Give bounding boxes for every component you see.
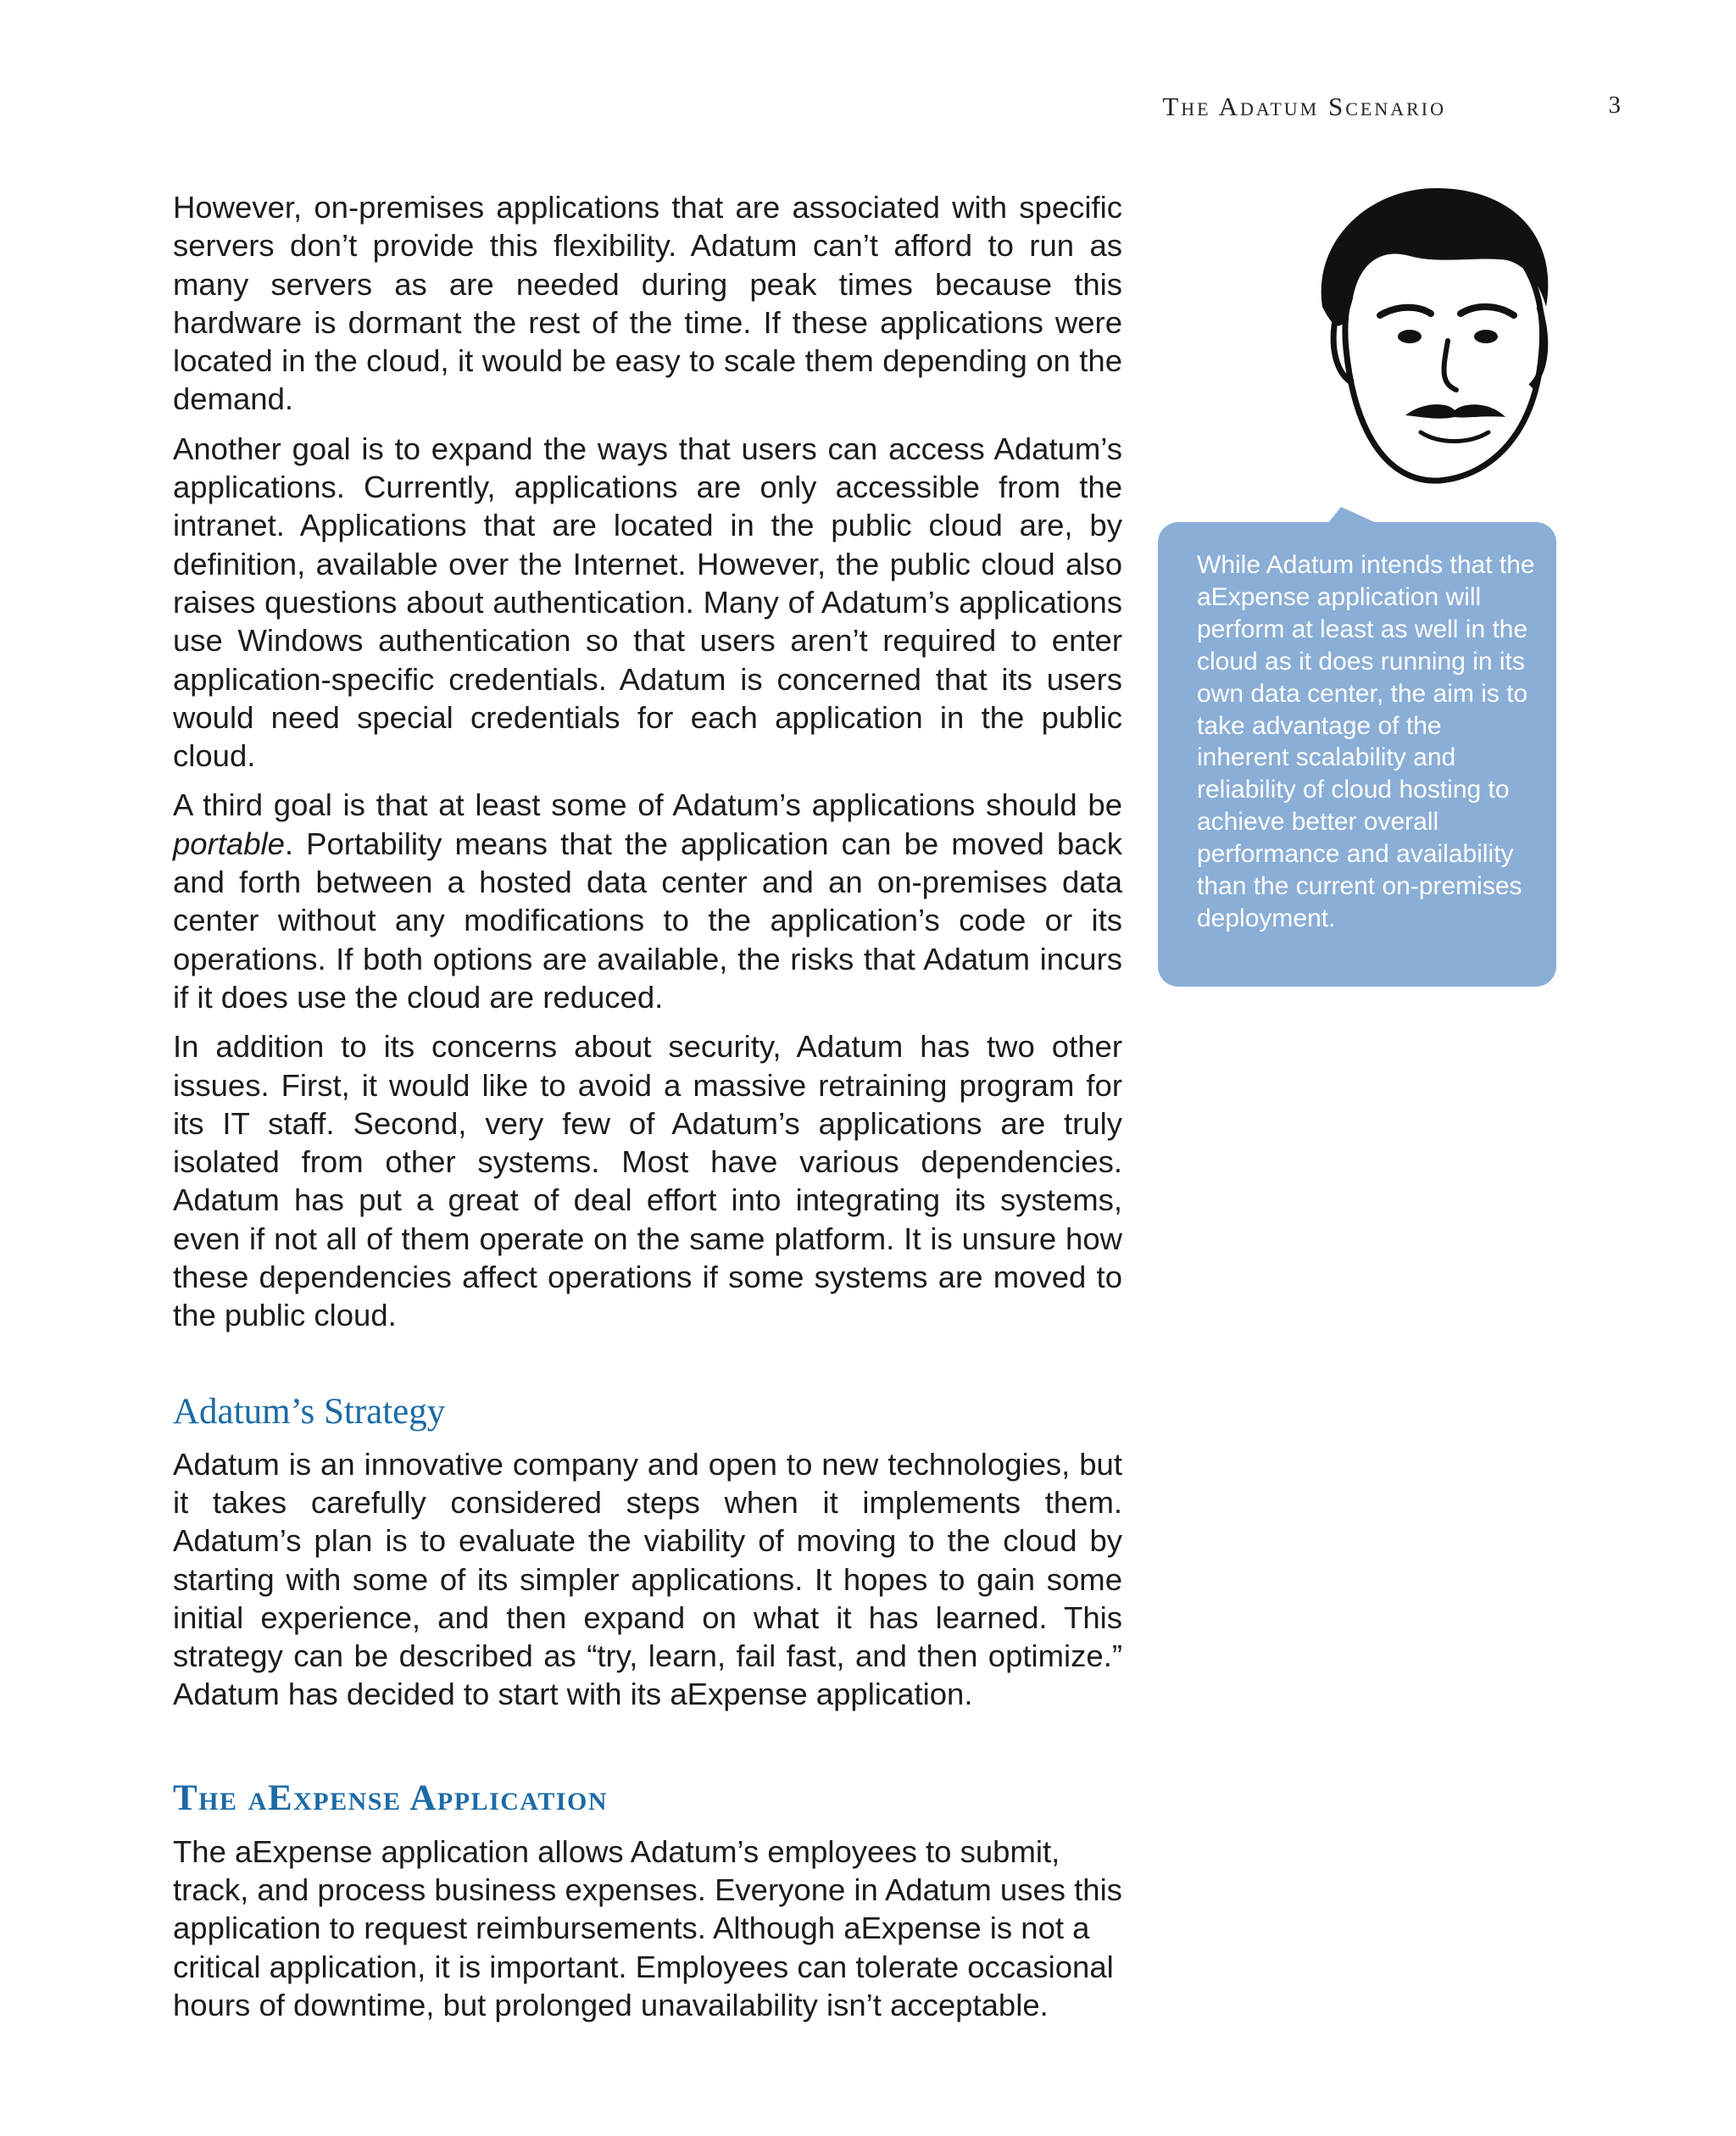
aexpense-section-heading: The aExpense Application [173, 1777, 609, 1818]
strategy-heading: Adatum’s Strategy [173, 1391, 446, 1432]
paragraph-portability [173, 786, 1122, 1016]
portrait-illustration-icon [1312, 180, 1558, 502]
page-number: 3 [1608, 92, 1621, 119]
callout-pointer [1327, 507, 1378, 524]
sidebar-callout [1158, 522, 1556, 987]
paragraph-strategy: Adatum is an innovative company and open to new technologies, but it takes carefully considered steps when it implements them. Adatum’s plan is to evaluate the viability of moving to the cloud by starting with some of its simpler applications. It hopes to gain some initial experience, and then expand on what it has learned. This strategy can be described as “try, learn, fail fast, and then optimize.” Adatum has decided to start with its aExpense application. [173, 1446, 1122, 1712]
paragraph-flexibility: However, on-premises applications that are associated with specific servers don’t provide this flexibility. Adatum can’t afford to run as many servers as are needed during peak times because this hardware is dormant the rest of the time. If these applications were located in the cloud, it would be easy to scale them depending on the demand. [173, 190, 1122, 417]
portable-emphasis: portable [173, 826, 285, 861]
paragraph-aexpense: The aExpense application allows Adatum’s employees to submit, track, and process business expenses. Everyone in Adatum uses this application to request reimbursements. Although aExpense is not a critical application, it is important. Employees can tolerate occasional hours of downtime, but prolonged unavailability isn’t acceptable. [173, 1833, 1122, 2022]
portability-text-end: . Portability means that the application can be moved back and forth between a hosted data center and an on-premises data center without any modifications to the application’s code or its operations. If both options are available, the risks that Adatum incurs if it does use the cloud are reduced. [173, 826, 1122, 1015]
main-text-column [173, 188, 1122, 2035]
paragraph-other-issues: In addition to its concerns about security, Adatum has two other issues. First, it would like to avoid a massive retraining program for its IT staff. Second, very few of Adatum’s applications are truly isolated from other systems. Most have various dependencies. Adatum has put a great of deal effort into integrating its systems, even if not all of them operate on the same platform. It is unsure how these dependencies affect operations if some systems are moved to the public cloud. [173, 1029, 1122, 1333]
paragraph-access-goal: Another goal is to expand the ways that users can access Adatum’s applications. Currently, applications are only accessible from the intranet. Applications that are located in the public cloud are, by definition, available over the Internet. However, the public cloud also raises questions about authentication. Many of Adatum’s applications use Windows authentication so that users aren’t required to enter application-specific credentials. Adatum is concerned that its users would need special credentials for each application in the public cloud. [173, 431, 1122, 774]
portability-text-start: A third goal is that at least some of Adatum’s applications should be [173, 787, 1122, 823]
callout-text: While Adatum intends that the aExpense application will perform at least as well in the cloud as it does running in its own data center, the aim is to take advantage of the inherent scalability and reliability of cloud hosting to achieve better overall performance and availability than the current on-premises deployment. [1197, 551, 1535, 932]
running-head: The Adatum Scenario [1162, 92, 1446, 121]
